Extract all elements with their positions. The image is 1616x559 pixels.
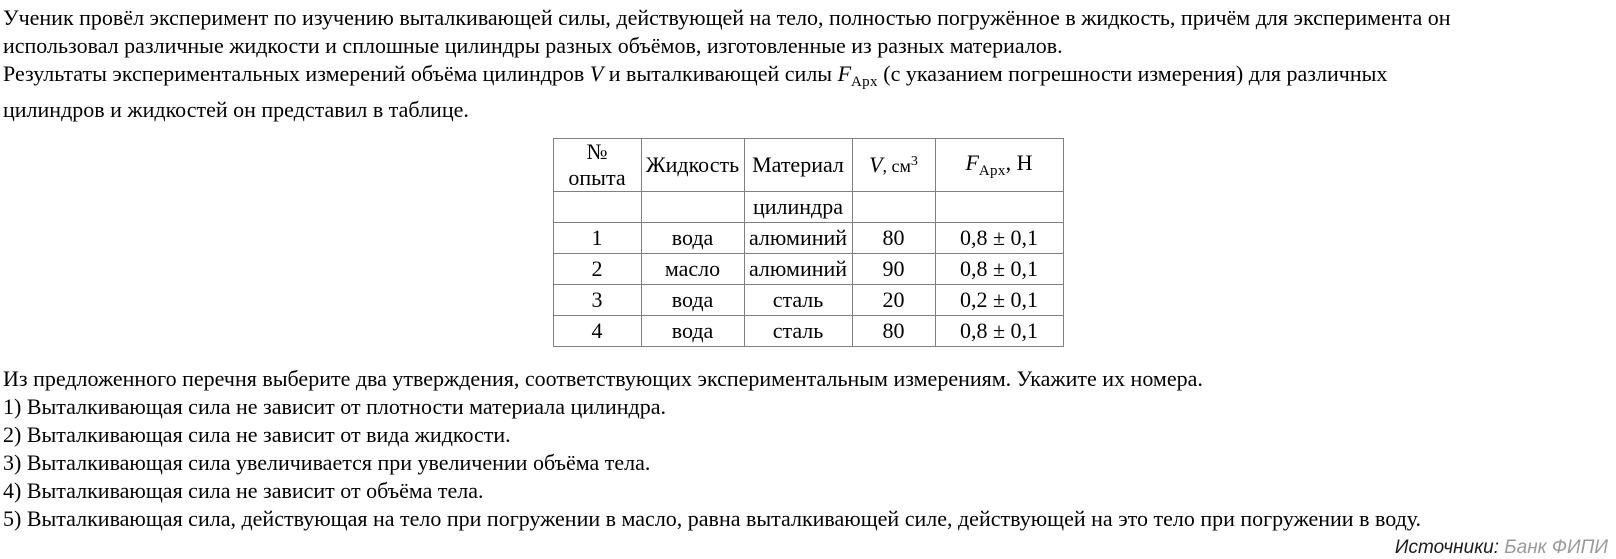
source-attribution (0, 537, 1616, 559)
cell-force: 0,8 ± 0,1 (935, 254, 1063, 285)
table-header-row-2 (553, 192, 1063, 223)
option-5: 5) Выталкивающая сила, действующая на тело при погружении в масло, равна выталкивающей силе, действующей на это тело при погружении в воду. (3, 506, 1422, 531)
cell-experiment-number: 4 (553, 316, 641, 347)
cell-liquid: масло (641, 254, 744, 285)
option-4: 4) Выталкивающая сила не зависит от объёма тела. (3, 478, 484, 503)
cell-volume: 80 (852, 223, 935, 254)
problem-statement-line-1: Ученик провёл эксперимент по изучению выталкивающей силы, действующей на тело, полностью погружённое в жидкость, причём для эксперимента он (3, 5, 1451, 30)
source-label: Источники: (1394, 537, 1500, 558)
line3-text-middle: и выталкивающей силы (603, 61, 838, 86)
header-material-line-1: Материал (744, 139, 852, 192)
header-material-line-2: цилиндра (744, 192, 852, 223)
header-empty-cell (852, 192, 935, 223)
header-empty-cell (935, 192, 1063, 223)
header-force-symbol: F (965, 150, 979, 175)
header-liquid: Жидкость (641, 139, 744, 192)
problem-statement-line-2: использовал различные жидкости и сплошные цилиндры разных объёмов, изготовленные из разных материалов. (3, 33, 1063, 58)
header-empty-cell (553, 192, 641, 223)
option-2: 2) Выталкивающая сила не зависит от вида жидкости. (3, 422, 511, 447)
problem-statement-line-3 (0, 60, 1616, 96)
cell-volume: 90 (852, 254, 935, 285)
cell-liquid: вода (641, 223, 744, 254)
table-row-experiment-3 (553, 285, 1063, 316)
header-force-unit: , Н (1005, 150, 1033, 175)
cell-material: сталь (744, 316, 852, 347)
volume-math-symbol: V (589, 61, 604, 86)
header-force-subscript: Арх (978, 163, 1006, 179)
cell-force: 0,8 ± 0,1 (935, 223, 1063, 254)
cell-material: сталь (744, 285, 852, 316)
cell-liquid: вода (641, 316, 744, 347)
cell-force: 0,8 ± 0,1 (935, 316, 1063, 347)
cell-experiment-number: 2 (553, 254, 641, 285)
option-3: 3) Выталкивающая сила увеличивается при увеличении объёма тела. (3, 450, 651, 475)
experiments-table (553, 138, 1064, 347)
table-header-row-1 (553, 139, 1063, 192)
header-volume (852, 139, 935, 192)
cell-volume: 80 (852, 316, 935, 347)
problem-statement (0, 0, 1616, 124)
cell-liquid: вода (641, 285, 744, 316)
archimedes-force-math-symbol: F (837, 61, 852, 86)
cell-volume: 20 (852, 285, 935, 316)
header-volume-superscript: 3 (910, 154, 918, 169)
table-row-experiment-4 (553, 316, 1063, 347)
source-value: Банк ФИПИ (1504, 537, 1608, 558)
problem-statement-line-4: цилиндров и жидкостей он представил в таблице. (3, 97, 469, 122)
archimedes-force-subscript: Арх (851, 74, 878, 90)
table-row-experiment-1 (553, 223, 1063, 254)
cell-material: алюминий (744, 223, 852, 254)
cell-experiment-number: 3 (553, 285, 641, 316)
header-volume-symbol: V (869, 152, 883, 177)
cell-force: 0,2 ± 0,1 (935, 285, 1063, 316)
header-experiment-number: № опыта (553, 139, 641, 192)
question-prompt: Из предложенного перечня выберите два утверждения, соответствующих экспериментальным измерениям. Укажите их номера. (3, 366, 1203, 391)
option-1: 1) Выталкивающая сила не зависит от плотности материала цилиндра. (3, 394, 666, 419)
header-empty-cell (641, 192, 744, 223)
line3-text-after: (с указанием погрешности измерения) для различных (877, 61, 1388, 86)
header-volume-unit: , см (882, 156, 911, 176)
question-block (0, 365, 1616, 533)
header-force (935, 139, 1063, 192)
cell-experiment-number: 1 (553, 223, 641, 254)
table-row-experiment-2 (553, 254, 1063, 285)
line3-text-before-volume-symbol: Результаты экспериментальных измерений объёма цилиндров (3, 61, 590, 86)
cell-material: алюминий (744, 254, 852, 285)
